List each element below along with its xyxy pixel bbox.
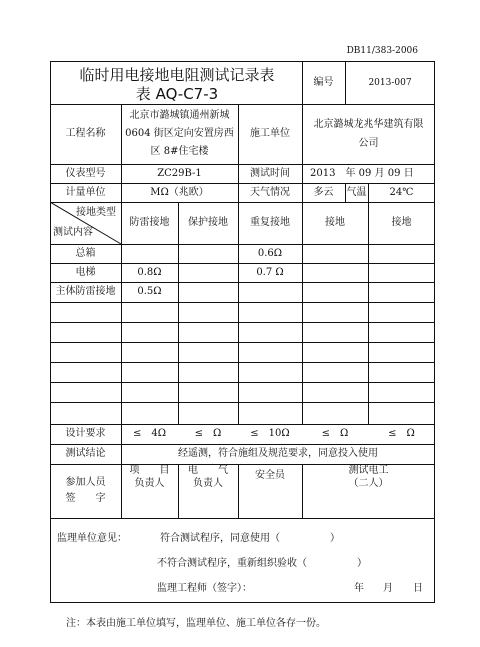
design-value: ≤ 4Ω	[132, 428, 167, 439]
rule	[50, 263, 435, 264]
test-electrician-label: 测试电工	[348, 465, 389, 476]
measure-unit-value: MΩ（兆欧）	[150, 187, 209, 198]
participants-label: 参加人员	[65, 477, 106, 488]
column-header: 保护接地	[188, 217, 228, 228]
measure-unit-label: 计量单位	[65, 187, 106, 198]
row-label: 总箱	[75, 248, 96, 259]
number-value: 2013-007	[368, 78, 412, 88]
supervision-opinion-label: 监理单位意见：	[57, 533, 127, 544]
participants-sign: 签 字	[65, 493, 106, 504]
table-cell: 0.6Ω	[257, 248, 283, 259]
row-label: 主体防雷接地	[55, 286, 116, 297]
rule	[368, 202, 369, 424]
rule	[238, 202, 239, 424]
corner-test-content: 测试内容	[53, 227, 93, 238]
column-header: 接地	[325, 217, 345, 228]
weather-value: 多云	[313, 187, 334, 198]
conclusion-value: 经遥测，符合施组及规范要求，同意投入使用	[178, 448, 378, 459]
date-month-label: 月	[383, 583, 393, 594]
project-name-line2: 0604 街区定向安置房西	[125, 128, 234, 139]
footnote: 注：本表由施工单位填写，监理单位、施工单位各存一份。	[66, 618, 326, 629]
table-cell: 0.7 Ω	[256, 267, 284, 278]
form-title: 临时用电接地电阻测试记录表	[79, 66, 275, 84]
rule	[50, 382, 435, 383]
column-header: 接地	[391, 217, 412, 228]
rule	[50, 362, 435, 363]
temperature-value: 24℃	[389, 187, 414, 198]
electrical-manager-label: 电 气	[188, 465, 228, 476]
date-day-label: 日	[413, 583, 423, 594]
instrument-model-label: 仪表型号	[65, 168, 106, 179]
rule	[50, 424, 435, 425]
construction-unit-label: 施工单位	[250, 128, 290, 139]
project-name-line1: 北京市潞城镇通州新城	[129, 110, 230, 121]
column-header: 重复接地	[250, 217, 290, 228]
design-value: ≤ Ω	[321, 428, 349, 439]
project-manager-role: 负责人	[134, 478, 165, 489]
supervision-option-reject: 不符合测试程序，重新组织验收（ ）	[157, 558, 367, 569]
rule	[50, 282, 435, 283]
table-cell: 0.8Ω	[137, 267, 162, 278]
rule	[50, 342, 435, 343]
table-cell: 0.5Ω	[137, 286, 162, 297]
instrument-model-value: ZC29B-1	[157, 168, 202, 179]
document-code: DB11/383-2006	[346, 46, 418, 56]
design-requirement-label: 设计要求	[65, 428, 106, 439]
rule	[50, 402, 435, 403]
safety-officer-label: 安全员	[255, 470, 285, 481]
construction-unit-line1: 北京潞城龙兆华建筑有限	[313, 119, 424, 130]
test-time-value: 2013 年 09 月 09 日	[310, 168, 414, 179]
date-year-label: 年	[354, 583, 364, 594]
test-time-label: 测试时间	[250, 168, 290, 179]
project-manager-label: 项 目	[129, 465, 170, 476]
rule	[121, 104, 122, 464]
row-label: 电梯	[75, 267, 96, 278]
design-value: ≤ 10Ω	[250, 428, 290, 439]
form-subtitle: 表 AQ-C7-3	[135, 85, 219, 103]
rule	[50, 302, 435, 303]
weather-label: 天气情况	[250, 187, 290, 198]
conclusion-label: 测试结论	[65, 448, 106, 459]
project-name-label: 工程名称	[65, 128, 106, 139]
rule	[50, 518, 435, 519]
rule	[50, 164, 435, 165]
rule	[50, 322, 435, 323]
column-header: 防雷接地	[129, 217, 170, 228]
construction-unit-line2: 公司	[358, 138, 379, 149]
corner-ground-type: 接地类型	[76, 207, 116, 218]
rule	[178, 202, 179, 424]
temperature-label: 气温	[346, 187, 367, 198]
test-electrician-count: （二人）	[348, 478, 389, 489]
rule	[50, 104, 435, 105]
electrical-manager-role: 负责人	[193, 478, 223, 489]
design-value: ≤ Ω	[388, 428, 415, 439]
rule	[50, 444, 435, 445]
supervision-engineer-label: 监理工程师（签字）：	[157, 583, 252, 594]
design-value: ≤ Ω	[194, 428, 222, 439]
project-name-line3: 区 8#住宅楼	[150, 146, 209, 157]
number-label: 编号	[313, 77, 334, 88]
supervision-option-approve: 符合测试程序，同意使用（ ）	[160, 533, 340, 544]
rule	[50, 183, 435, 184]
rule	[302, 202, 303, 424]
